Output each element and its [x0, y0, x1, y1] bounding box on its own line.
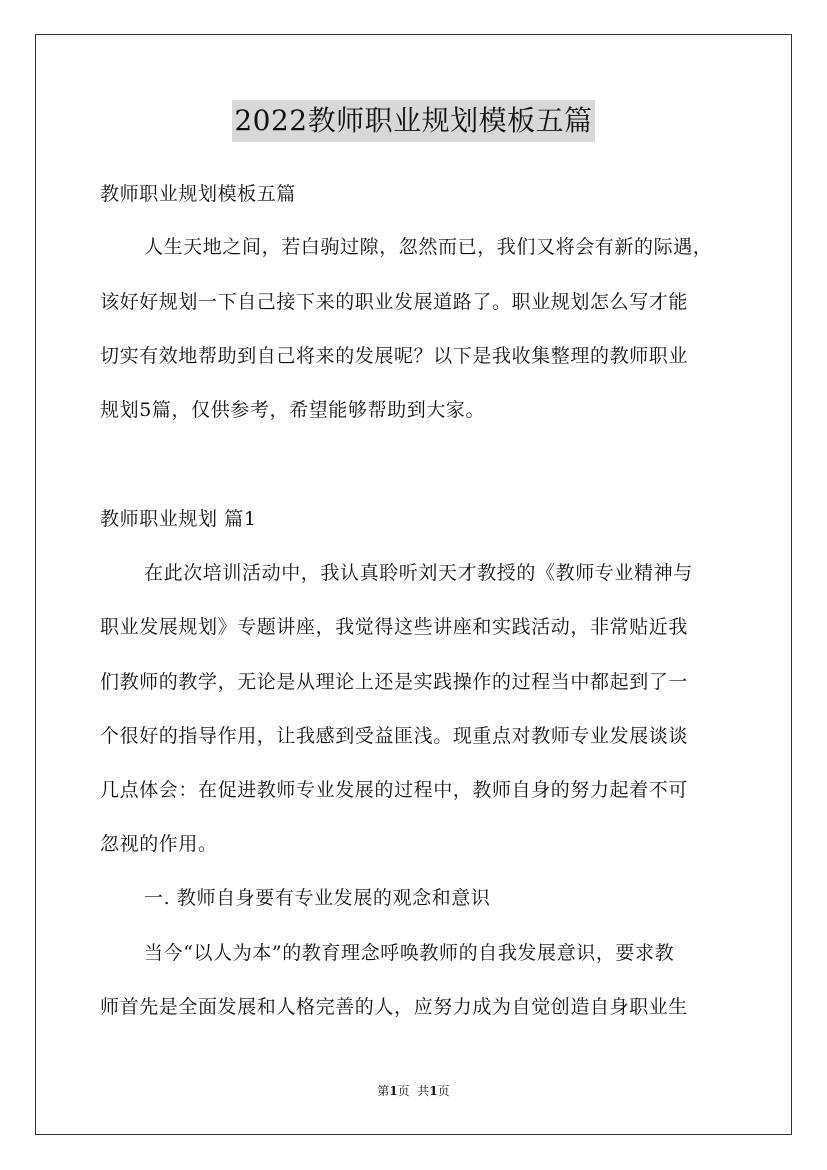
document-subtitle: 教师职业规划模板五篇: [100, 183, 297, 205]
body-line-3: 们教师的教学，无论是从理论上还是实践操作的过程当中都起到了一: [100, 671, 689, 693]
footer-page-total: 1: [429, 1084, 438, 1098]
body-line-5: 几点体会：在促进教师专业发展的过程中，教师自身的努力起着不可: [100, 779, 689, 801]
body-line-6: 忽视的作用。: [100, 833, 218, 855]
intro-line-4: 规划5篇，仅供参考，希望能够帮助到大家。: [100, 399, 486, 421]
footer-page-prefix: 第: [377, 1084, 390, 1098]
footer-page-suffix: 页: [437, 1084, 450, 1098]
footer-page-current: 1: [389, 1084, 398, 1098]
point-heading: 一. 教师自身要有专业发展的观念和意识: [144, 887, 491, 909]
document-title: 2022教师职业规划模板五篇: [232, 100, 594, 142]
section-heading: 教师职业规划 篇1: [100, 508, 257, 530]
point-line-1: 当今“以人为本”的教育理念呼唤教师的自我发展意识，要求教: [144, 942, 675, 964]
page-footer: [0, 1083, 827, 1099]
intro-line-3: 切实有效地帮助到自己将来的发展呢？以下是我收集整理的教师职业: [100, 345, 689, 367]
body-line-2: 职业发展规划》专题讲座，我觉得这些讲座和实践活动，非常贴近我: [100, 616, 689, 638]
body-line-4: 个很好的指导作用，让我感到受益匪浅。现重点对教师专业发展谈谈: [100, 725, 689, 747]
body-line-1: 在此次培训活动中，我认真聆听刘天才教授的《教师专业精神与: [144, 562, 693, 584]
intro-line-1: 人生天地之间，若白驹过隙，忽然而已，我们又将会有新的际遇，: [144, 236, 713, 258]
point-line-2: 师首先是全面发展和人格完善的人，应努力成为自觉创造自身职业生: [100, 996, 689, 1018]
title-container: [0, 100, 827, 142]
intro-line-2: 该好好规划一下自己接下来的职业发展道路了。职业规划怎么写才能: [100, 291, 689, 313]
footer-page-mid: 页 共: [397, 1084, 430, 1098]
